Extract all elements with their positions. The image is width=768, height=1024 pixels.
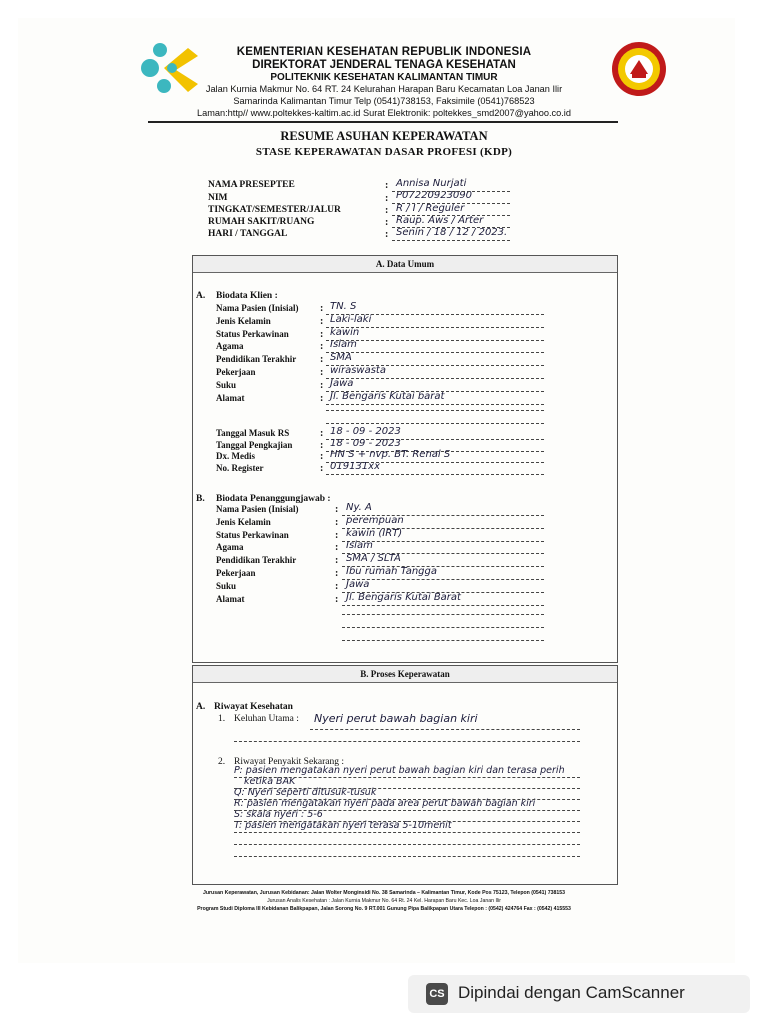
- fill-line: [234, 844, 580, 845]
- colon: :: [320, 451, 324, 462]
- riwayat-line: T: pasien mengatakan nyeri terasa 5-10menit: [234, 820, 452, 831]
- field-label: Suku: [216, 379, 237, 390]
- biodata-klien-title: Biodata Klien :: [216, 291, 278, 301]
- field-label: Tanggal Pengkajian: [216, 439, 293, 450]
- camscanner-text: Dipindai dengan CamScanner: [458, 983, 685, 1002]
- fill-line: [234, 777, 580, 778]
- document-subtitle: STASE KEPERAWATAN DASAR PROFESI (KDP): [255, 146, 513, 158]
- colon: :: [320, 354, 324, 366]
- field-label: No. Register: [216, 462, 264, 473]
- fill-line: [234, 856, 580, 857]
- identity-label: RUMAH SAKIT/RUANG: [208, 217, 315, 227]
- fill-line: [342, 640, 544, 641]
- field-value: kawin (IRT): [346, 527, 403, 539]
- field-value: HN S + nvp. BT. Renal S: [330, 449, 451, 460]
- colon: :: [320, 303, 324, 314]
- field-label: Status Perkawinan: [216, 328, 289, 339]
- header-divider: [148, 121, 618, 123]
- field-value: 18 - 09 - 2023: [330, 426, 401, 437]
- fill-line: [326, 352, 544, 353]
- colon: :: [385, 180, 389, 191]
- identity-label: NIM: [208, 193, 228, 203]
- fill-line: [310, 729, 580, 730]
- fill-line: [326, 340, 544, 341]
- fill-line: [392, 203, 510, 204]
- sekarang-label: Riwayat Penyakit Sekarang :: [234, 757, 345, 767]
- section-marker: B.: [196, 494, 205, 504]
- fill-line: [234, 810, 580, 811]
- field-value: Jl. Bengaris Kutai Barat: [346, 591, 461, 603]
- identity-value: Raup. Aws / Arter: [396, 215, 484, 226]
- section-marker: A.: [196, 291, 206, 301]
- camscanner-logo: CS: [426, 983, 448, 1005]
- field-label: Status Perkawinan: [216, 529, 289, 540]
- footer-line: Program Studi Diploma III Kebidanan Balikpapan, Jalan Sorong No. 9 RT.001 Gunung Pipa Balikpapan Utara Telepon : (0542) 424764 Fax : (0542) 415553: [197, 906, 571, 912]
- section-heading: B. Proses Keperawatan: [193, 666, 617, 683]
- field-value: Laki-laki: [330, 313, 372, 325]
- identity-value: Annisa Nurjati: [396, 178, 467, 189]
- colon: :: [320, 328, 324, 340]
- field-value: Jawa: [346, 578, 370, 590]
- biodata-penanggung-title: Biodata Penanggungjawab :: [216, 494, 331, 504]
- colon: :: [320, 315, 324, 327]
- field-value: SMA: [330, 352, 352, 364]
- field-value: Ny. A: [346, 502, 372, 513]
- fill-line: [234, 741, 580, 742]
- colon: :: [385, 205, 389, 216]
- fill-line: [342, 605, 544, 606]
- fill-line: [342, 627, 544, 628]
- field-label: Jenis Kelamin: [216, 516, 271, 527]
- colon: :: [320, 439, 324, 451]
- riwayat-line: R: pasien mengatakan nyeri pada area perut bawah bagian kiri: [234, 798, 536, 809]
- field-label: Tanggal Masuk RS: [216, 428, 290, 438]
- address-line: Jalan Kurnia Makmur No. 64 RT. 24 Kelurahan Harapan Baru Kecamatan Loa Janan Ilir: [205, 84, 563, 94]
- colon: :: [385, 229, 389, 240]
- identity-label: TINGKAT/SEMESTER/JALUR: [208, 205, 341, 215]
- field-value: TN. S: [330, 301, 357, 312]
- colon: :: [335, 555, 339, 567]
- colon: :: [320, 379, 324, 391]
- colon: :: [335, 593, 339, 605]
- fill-line: [326, 423, 544, 424]
- footer-line: Jurusan Keperawatan, Jurusan Kebidanan: Jalan Wolter Monginsidi No. 38 Samarinda – Kalimantan Timur, Kode Pos 75123, Telepon (0541) 738153: [202, 890, 566, 896]
- colon: :: [385, 193, 389, 204]
- field-label: Jenis Kelamin: [216, 315, 271, 326]
- identity-label: NAMA PRESEPTEE: [208, 180, 295, 190]
- fill-line: [342, 579, 544, 580]
- fill-line: [392, 191, 510, 192]
- fill-line: [326, 404, 544, 405]
- field-value: perempuan: [346, 514, 404, 526]
- field-value: 019131xx: [330, 460, 381, 472]
- field-label: Nama Pasien (Inisial): [216, 504, 299, 514]
- colon: :: [335, 504, 339, 515]
- field-label: Agama: [216, 341, 244, 352]
- web-email-line: Laman:http// www.poltekkes-kaltim.ac.id Surat Elektronik: poltekkes_smd2007@yahoo.co.id: [197, 108, 571, 118]
- identity-label: HARI / TANGGAL: [208, 229, 288, 239]
- section-heading: A. Data Umum: [193, 256, 617, 273]
- fill-line: [342, 614, 544, 615]
- identity-value: P07220923090: [396, 190, 473, 201]
- fill-line: [234, 788, 580, 789]
- riwayat-line: S: skala nyeri : 5-6: [234, 809, 323, 820]
- field-value: Islam: [330, 339, 357, 351]
- section-marker: A.: [196, 702, 206, 712]
- riwayat-line: Q: Nyeri seperti ditusuk-tusuk: [234, 787, 377, 798]
- fill-line: [234, 799, 580, 800]
- ministry-name: KEMENTERIAN KESEHATAN REPUBLIK INDONESIA: [236, 46, 532, 58]
- colon: :: [335, 529, 339, 541]
- phone-line: Samarinda Kalimantan Timur Telp (0541)738153, Faksimile (0541)768523: [233, 96, 535, 106]
- field-value: Jl. Bengaris Kutai barat: [330, 390, 445, 402]
- colon: :: [320, 341, 324, 353]
- document-title: RESUME ASUHAN KEPERAWATAN: [280, 129, 488, 143]
- identity-value: Senin / 18 / 12 / 2023.: [396, 227, 508, 238]
- field-value: wiraswasta: [330, 365, 386, 376]
- riwayat-line: ketika BAK: [244, 776, 296, 787]
- colon: :: [320, 462, 324, 474]
- field-label: Alamat: [216, 593, 245, 604]
- field-value: 18 - 09 - 2023: [330, 437, 401, 449]
- fill-line: [392, 240, 510, 241]
- field-value: Islam: [346, 540, 373, 552]
- field-label: Pekerjaan: [216, 568, 256, 578]
- colon: :: [335, 580, 339, 592]
- item-number: 1.: [218, 714, 226, 724]
- item-number: 2.: [218, 757, 226, 767]
- colon: :: [320, 392, 324, 404]
- directorate-name: DIREKTORAT JENDERAL TENAGA KESEHATAN: [252, 59, 516, 71]
- fill-line: [326, 378, 544, 379]
- field-label: Pekerjaan: [216, 367, 256, 377]
- footer-line: Jurusan Analis Kesehatan : Jalan Kurnia Makmur No. 64 Rt. 24 Kel. Harapan Baru Kec. Loa Janan Ilir: [267, 898, 501, 904]
- field-label: Nama Pasien (Inisial): [216, 303, 299, 313]
- field-label: Suku: [216, 580, 237, 591]
- fill-line: [392, 215, 510, 216]
- riwayat-line: P: pasien mengatakan nyeri perut bawah bagian kiri dan terasa perih: [234, 765, 565, 776]
- colon: :: [320, 428, 324, 439]
- keluhan-label: Keluhan Utama :: [234, 714, 299, 724]
- field-label: Pendidikan Terakhir: [216, 354, 297, 365]
- keluhan-value: Nyeri perut bawah bagian kiri: [314, 712, 478, 725]
- fill-line: [326, 474, 544, 475]
- colon: :: [335, 542, 339, 554]
- field-value: Ibu rumah Tangga: [346, 566, 437, 577]
- institution-name: POLITEKNIK KESEHATAN KALIMANTAN TIMUR: [270, 72, 498, 83]
- colon: :: [335, 516, 339, 528]
- field-label: Alamat: [216, 392, 245, 403]
- colon: :: [320, 367, 324, 378]
- colon: :: [335, 568, 339, 579]
- field-value: SMA / SLTA: [346, 553, 401, 565]
- camscanner-watermark: [408, 975, 750, 1013]
- fill-line: [234, 821, 580, 822]
- field-label: Agama: [216, 542, 244, 553]
- colon: :: [385, 217, 389, 228]
- fill-line: [392, 227, 510, 228]
- field-value: kawin: [330, 326, 360, 338]
- fill-line: [326, 410, 544, 411]
- riwayat-title: Riwayat Kesehatan: [214, 702, 293, 712]
- fill-line: [234, 832, 580, 833]
- field-label: Pendidikan Terakhir: [216, 555, 297, 566]
- field-value: Jawa: [330, 377, 354, 389]
- field-label: Dx. Medis: [216, 451, 255, 461]
- identity-value: R / I / Reguler: [396, 203, 465, 214]
